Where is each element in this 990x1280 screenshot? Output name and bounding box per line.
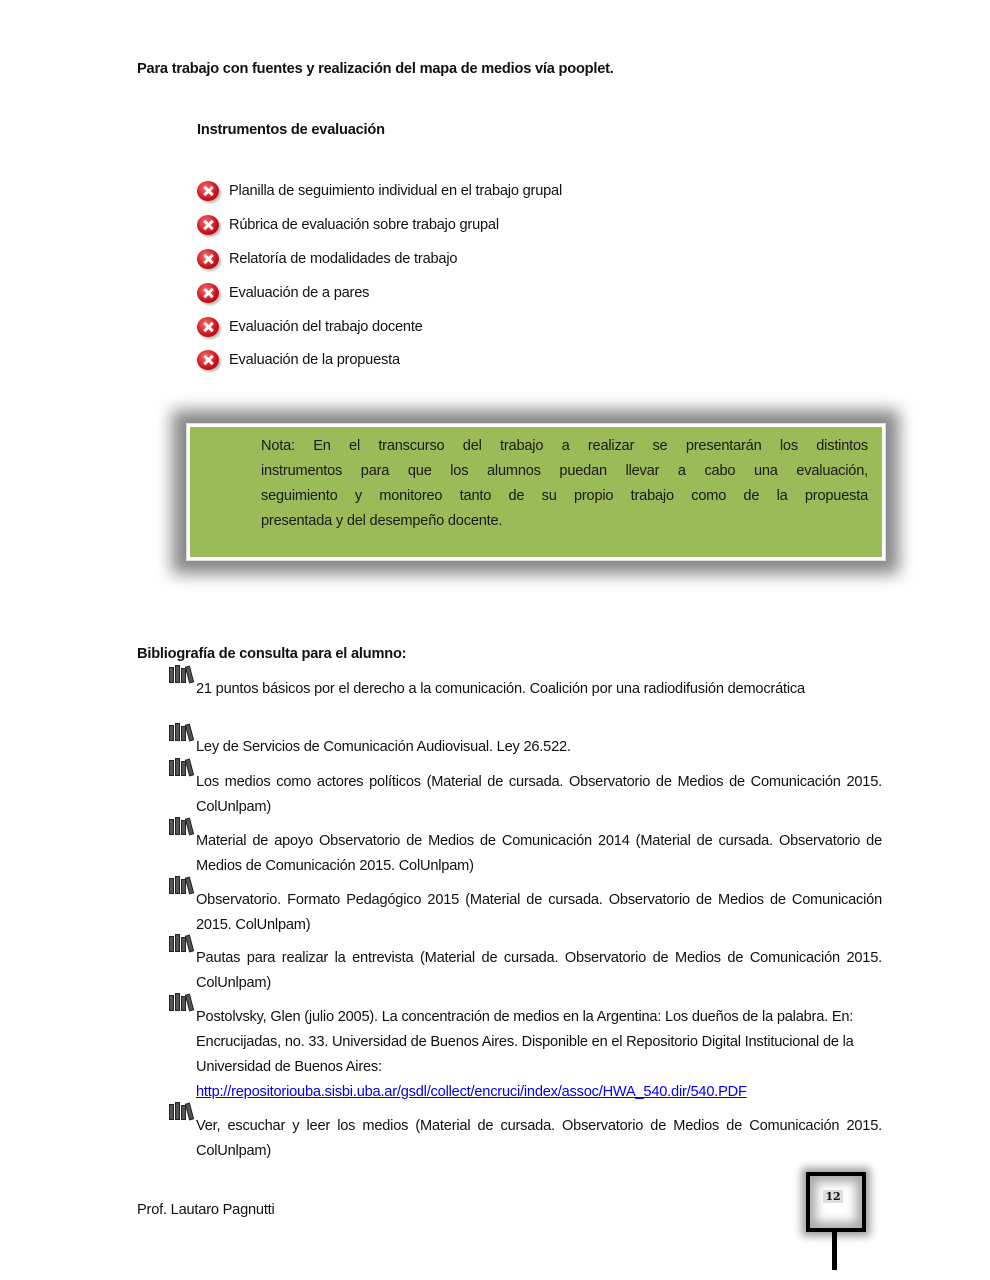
bibliography-item [196,888,882,938]
bibliography-text: Pautas para realizar la entrevista (Material de cursada. Observatorio de Medios de Comunicación 2015. ColUnlpam) [196,950,882,991]
page-number: 12 [823,1190,843,1203]
instrument-item [197,180,562,202]
note-line: instrumentos para que los alumnos puedan llevar a cabo una evaluación, [261,463,868,479]
tools-icon [197,215,219,235]
note-text [261,434,868,534]
instrument-item [197,248,457,270]
instruments-title: Instrumentos de evaluación [197,122,385,138]
note-line: presentada y del desempeño docente. [261,513,503,529]
bibliography-text: Ley de Servicios de Comunicación Audiovisual. Ley 26.522. [196,739,571,755]
bibliography-text: 21 puntos básicos por el derecho a la comunicación. Coalición por una radiodifusión democrática [196,681,805,697]
bibliography-title: Bibliografía de consulta para el alumno: [137,646,407,662]
books-icon [169,1102,193,1120]
instrument-item [197,349,400,371]
instrument-label: Planilla de seguimiento individual en el trabajo grupal [229,183,562,199]
note-line: Nota: En el transcurso del trabajo a realizar se presentarán los distintos [261,438,868,454]
bibliography-text: Material de apoyo Observatorio de Medios de Comunicación 2014 (Material de cursada. Observatorio de Medios de Comunicación 2015. ColUnlpam) [196,833,882,874]
section-heading: Para trabajo con fuentes y realización del mapa de medios vía pooplet. [137,61,614,77]
bibliography-item [196,829,882,879]
bibliography-text: Observatorio. Formato Pedagógico 2015 (Material de cursada. Observatorio de Medios de Comunicación 2015. ColUnlpam) [196,892,882,933]
bibliography-text: Los medios como actores políticos (Material de cursada. Observatorio de Medios de Comunicación 2015. ColUnlpam) [196,774,882,815]
tools-icon [197,350,219,370]
instrument-label: Evaluación de la propuesta [229,352,400,368]
bibliography-item [196,1005,882,1105]
books-icon [169,758,193,776]
books-icon [169,817,193,835]
instrument-label: Relatoría de modalidades de trabajo [229,251,458,267]
books-icon [169,934,193,952]
tools-icon [197,317,219,337]
instrument-label: Evaluación de a pares [229,285,370,301]
books-icon [169,665,193,683]
repository-link[interactable]: http://repositoriouba.sisbi.uba.ar/gsdl/collect/encruci/index/assoc/HWA_540.dir/540.PDF [196,1084,747,1100]
bibliography-item [196,770,882,820]
instrument-label: Rúbrica de evaluación sobre trabajo grupal [229,217,499,233]
books-icon [169,993,193,1011]
tools-icon [197,249,219,269]
bibliography-item [196,677,882,702]
books-icon [169,876,193,894]
books-icon [169,723,193,741]
tools-icon [197,181,219,201]
note-line: seguimiento y monitoreo tanto de su propio trabajo como de la propuesta [261,488,868,504]
instrument-item [197,282,369,304]
page-number-stem [832,1228,837,1270]
tools-icon [197,283,219,303]
bibliography-item [196,1114,882,1164]
bibliography-text: Ver, escuchar y leer los medios (Material de cursada. Observatorio de Medios de Comunicación 2015. ColUnlpam) [196,1118,882,1159]
instrument-label: Evaluación del trabajo docente [229,319,423,335]
instrument-item [197,214,499,236]
bibliography-item [196,946,882,996]
instrument-item [197,316,423,338]
footer-author: Prof. Lautaro Pagnutti [137,1202,275,1218]
bibliography-text: Postolvsky, Glen (julio 2005). La concentración de medios en la Argentina: Los dueños de la palabra. En: Encrucijadas, no. 33. Universidad de Buenos Aires. Disponible en el Repositorio Digital Institucional de la Universidad de Buenos Aires: [196,1009,854,1075]
bibliography-item [196,735,882,760]
